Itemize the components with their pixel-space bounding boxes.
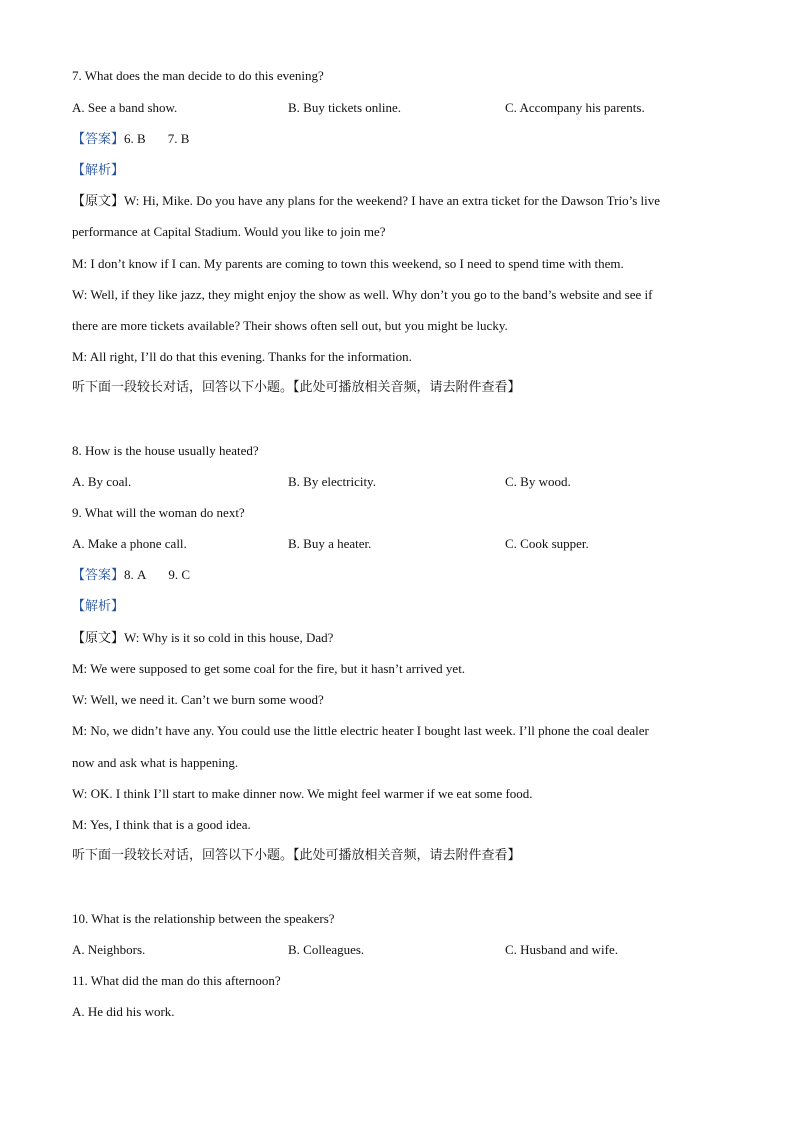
transcript-2-line-5: now and ask what is happening.: [72, 755, 239, 770]
answer-tag: 【答案】: [72, 568, 125, 583]
q10-option-c: C. Husband and wife.: [505, 942, 619, 957]
listen-instruction-2: 听下面一段较长对话，回答以下小题。【此处可播放相关音频，请去附件查看】: [72, 848, 521, 863]
answer-6: 6. B: [124, 131, 146, 146]
question-10: 10. What is the relationship between the speakers?: [72, 911, 335, 926]
transcript-2-line-2: M: We were supposed to get some coal for the fire, but it hasn’t arrived yet.: [72, 661, 466, 676]
analysis-tag: 【解析】: [72, 599, 125, 614]
transcript-1-line-6: M: All right, I’ll do that this evening. Thanks for the information.: [72, 349, 412, 364]
transcript-2-line-6: W: OK. I think I’ll start to make dinner now. We might feel warmer if we eat some food.: [72, 786, 533, 801]
listen-instruction-1: 听下面一段较长对话，回答以下小题。【此处可播放相关音频，请去附件查看】: [72, 380, 521, 395]
question-9: 9. What will the woman do next?: [72, 505, 245, 520]
answer-line-1: [72, 131, 189, 148]
question-11: 11. What did the man do this afternoon?: [72, 973, 281, 988]
answer-9: 9. C: [168, 567, 191, 582]
transcript-1-line-4: W: Well, if they like jazz, they might enjoy the show as well. Why don’t you go to the band’s website and see if: [72, 287, 653, 302]
answer-8: 8. A: [124, 567, 147, 582]
transcript-2-text-1: W: Why is it so cold in this house, Dad?: [124, 630, 334, 645]
transcript-2-line-3: W: Well, we need it. Can’t we burn some wood?: [72, 692, 324, 707]
transcript-1-line-5: there are more tickets available? Their shows often sell out, but you might be lucky.: [72, 318, 508, 333]
q10-option-b: B. Colleagues.: [288, 942, 365, 957]
original-tag: 【原文】: [72, 194, 125, 209]
q7-option-a: A. See a band show.: [72, 100, 178, 115]
transcript-1-line-1: [72, 193, 660, 210]
q8-option-c: C. By wood.: [505, 474, 571, 489]
answer-line-2: [72, 567, 190, 584]
q8-option-b: B. By electricity.: [288, 474, 376, 489]
original-tag: 【原文】: [72, 631, 125, 646]
question-8: 8. How is the house usually heated?: [72, 443, 259, 458]
answer-7: 7. B: [167, 131, 190, 146]
analysis-line-1: [72, 162, 124, 179]
transcript-2-line-7: M: Yes, I think that is a good idea.: [72, 817, 251, 832]
answer-tag: 【答案】: [72, 132, 125, 147]
q9-option-b: B. Buy a heater.: [288, 536, 372, 551]
q9-option-c: C. Cook supper.: [505, 536, 589, 551]
transcript-1-line-3: M: I don’t know if I can. My parents are coming to town this weekend, so I need to spend time with them.: [72, 256, 624, 271]
transcript-2-line-4: M: No, we didn’t have any. You could use the little electric heater I bought last week. I’ll phone the coal dealer: [72, 723, 649, 738]
analysis-line-2: [72, 598, 124, 615]
q11-option-a: A. He did his work.: [72, 1004, 175, 1019]
q7-option-c: C. Accompany his parents.: [505, 100, 645, 115]
q10-option-a: A. Neighbors.: [72, 942, 146, 957]
q9-option-a: A. Make a phone call.: [72, 536, 187, 551]
transcript-1-text-1: W: Hi, Mike. Do you have any plans for the weekend? I have an extra ticket for the Dawson Trio’s live: [124, 193, 660, 208]
transcript-1-line-2: performance at Capital Stadium. Would you like to join me?: [72, 224, 386, 239]
q8-option-a: A. By coal.: [72, 474, 132, 489]
q7-option-b: B. Buy tickets online.: [288, 100, 402, 115]
transcript-2-line-1: [72, 630, 333, 647]
question-7: 7. What does the man decide to do this evening?: [72, 68, 324, 83]
analysis-tag: 【解析】: [72, 163, 125, 178]
